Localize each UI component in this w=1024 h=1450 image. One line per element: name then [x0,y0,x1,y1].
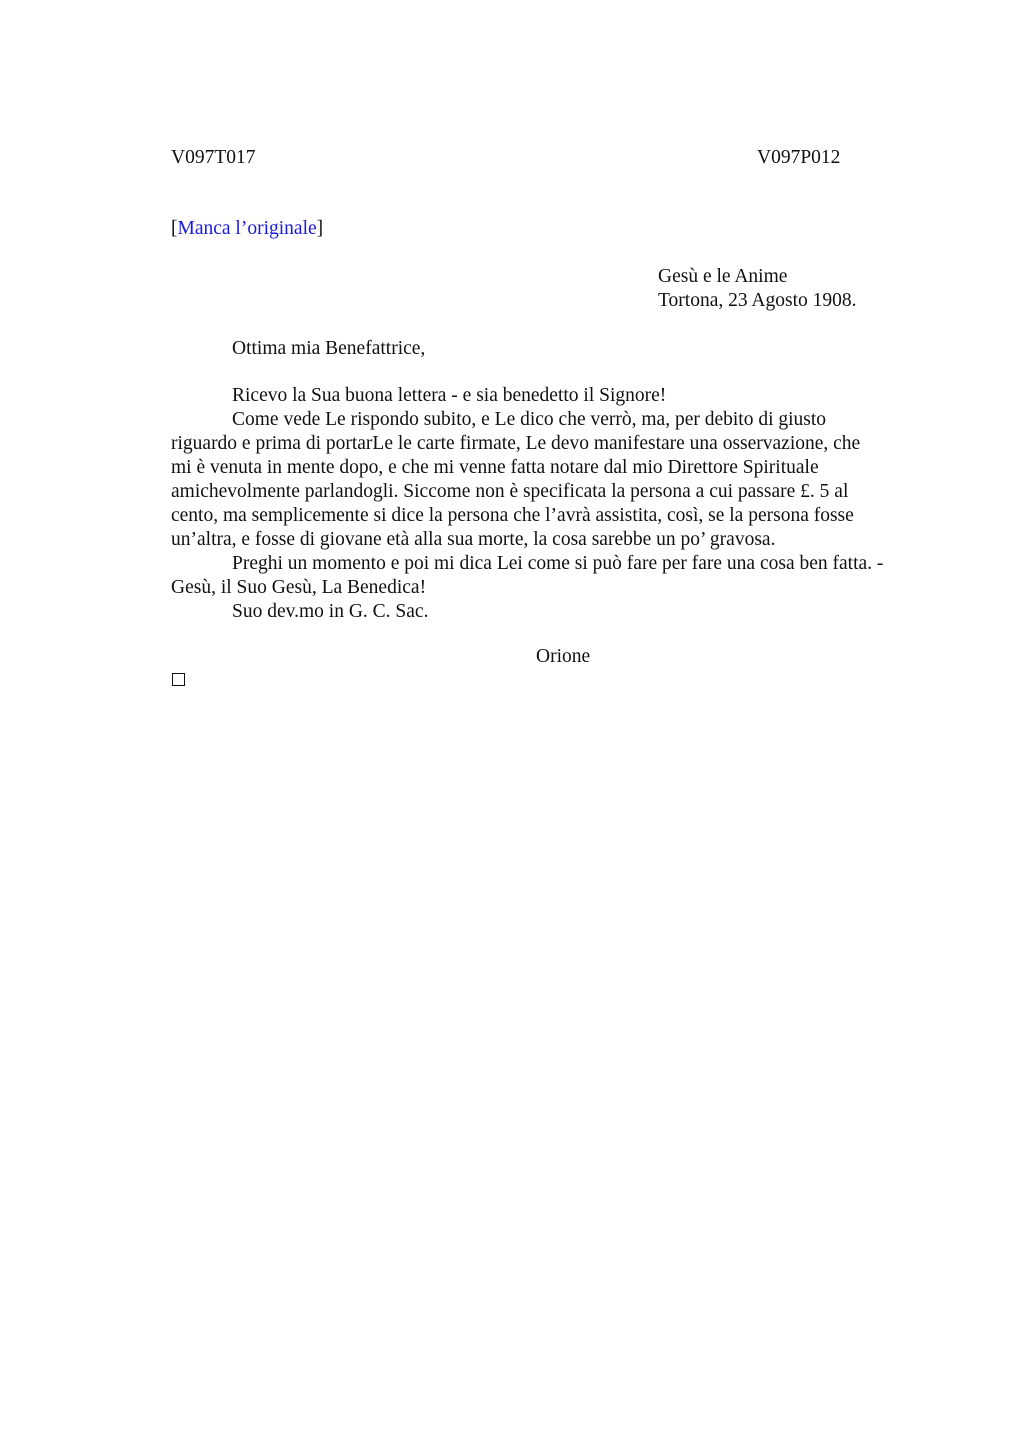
document-code-left: V097T017 [171,147,256,168]
body-line: Gesù, il Suo Gesù, La Benedica! [171,577,427,598]
document-code-right: V097P012 [757,147,841,168]
heading-motto: Gesù e le Anime [658,266,788,287]
body-line: Ricevo la Sua buona lettera - e sia benedetto il Signore! [232,385,667,406]
body-line: Preghi un momento e poi mi dica Lei come si può fare per fare una cosa ben fatta. - [232,553,884,574]
editorial-note [171,217,323,241]
body-line: cento, ma semplicemente si dice la persona che l’avrà assistita, così, se la persona fosse [171,505,854,526]
body-line: amichevolmente parlandogli. Siccome non è specificata la persona a cui passare £. 5 al [171,481,849,502]
letter-body [171,384,931,624]
body-line: mi è venuta in mente dopo, e che mi venne fatta notare dal mio Direttore Spirituale [171,457,819,478]
missing-original-link[interactable]: Manca l’originale [177,218,317,239]
body-line: riguardo e prima di portarLe le carte firmate, Le devo manifestare una osservazione, che [171,433,861,454]
checkbox-square-icon [172,673,185,686]
note-bracket-close: ] [316,218,324,239]
body-line: Suo dev.mo in G. C. Sac. [232,601,429,622]
signature: Orione [536,646,591,667]
salutation: Ottima mia Benefattrice, [232,338,426,359]
body-line: un’altra, e fosse di giovane età alla sua morte, la cosa sarebbe un po’ gravosa. [171,529,776,550]
body-line: Come vede Le rispondo subito, e Le dico che verrò, ma, per debito di giusto [232,409,827,430]
letter-heading [658,265,857,313]
note-bracket-open: [ [171,218,178,239]
heading-place-date: Tortona, 23 Agosto 1908. [658,290,857,311]
